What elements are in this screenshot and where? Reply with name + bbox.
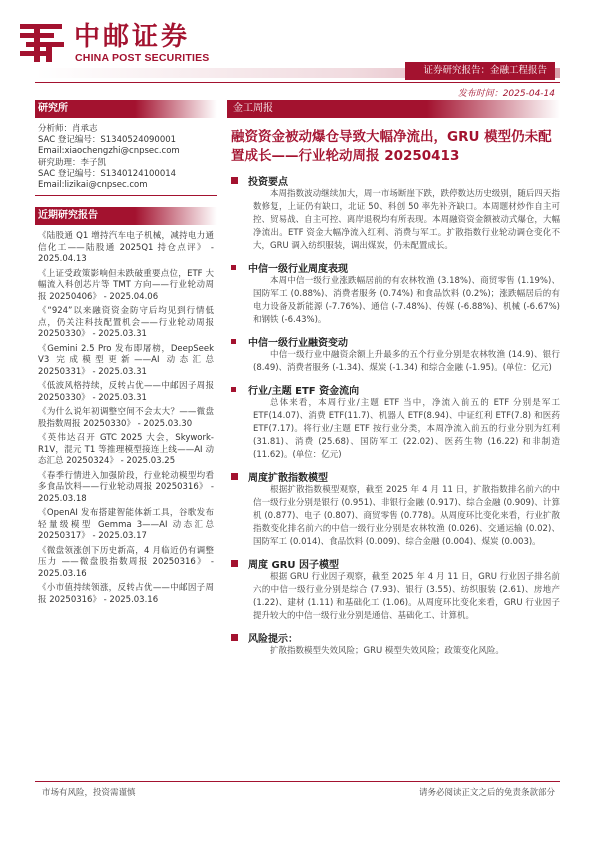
report-item[interactable]: 《为什么说年初调整空间不会太大？——微盘股指数周报 20250330》 - 2025.03.30 [38,407,214,429]
brand-name-cn: 中邮证券 [74,22,191,52]
square-bullet-icon [231,339,236,344]
report-item[interactable]: 《陆股通 Q1 增持汽车电子机械，减持电力通信化工——陆股通 2025Q1 持仓点评》 - 2025.04.13 [38,231,214,265]
report-title: 融资资金被动爆仓导致大幅净流出，GRU 模型仍未配置成长——行业轮动周报 20250413 [231,129,552,164]
square-bullet-icon [231,387,236,392]
section-heading: 行业/主题 ETF 资金流向 [248,385,360,397]
square-bullet-icon [231,634,238,641]
section-risk-warning [227,629,560,658]
section-heading: 中信一级行业周度表现 [248,263,348,275]
analyst-email[interactable]: Email:xiaochengzhi@cnpsec.com [38,146,180,157]
section-heading: 周度扩散指数模型 [248,472,328,484]
square-bullet-icon [231,560,238,567]
section-etf-flows [227,381,560,462]
section-paragraph: 本周中信一级行业涨跌幅居前的有农林牧渔 (3.18%)、商贸零售 (1.19%)、国防军工 (0.88%)、消费者服务 (0.74%) 和食品饮料 (0.2%)；涨跌幅居后的有电力设备及新能源 (-7.76%)、通信 (-7.48%)、传媒 (-6.88%)、机械 (-6.67%) 和钢铁 (-6.43%)。 [253,276,560,325]
section-heading: 中信一级行业融资变动 [248,337,348,349]
report-item[interactable]: 《“924”以来融资资金防守后均见到行情低点，仍关注科技配置机会——行业轮动周报 20250330》 - 2025.03.31 [38,306,214,340]
report-category-tag: 证券研究报告：金融工程报告 [405,62,555,80]
report-item[interactable]: 《上证受政策影响但未跌破重要点位，ETF 大幅流入科创芯片等 TMT 方向——行业轮动周报 20250406》 - 2025.04.06 [38,268,214,302]
report-item[interactable]: 《小市值持续领涨，反转占优——中邮因子周报 20250316》 - 2025.03.16 [38,583,214,605]
footer-disclaimer-note: 请务必阅读正文之后的免责条款部分 [418,788,555,798]
section-gru-model [227,555,560,623]
publish-date: 发布时间：2025-04-14 [457,89,555,99]
recent-reports-list [35,225,217,606]
section-paragraph: 本周指数波动继续加大，周一市场断崖下跌，跌停数达历史级别，随后四天指数修复，上证仍有缺口，北证 50、科创 50 率先补齐缺口。本周题材炒作自主可控、贸易战、自主可控、离岸退税均有所表现。本周融资资金额被动式爆仓，大幅净流出。ETF 资金大幅净流入红利、消费与军工。扩散指数行业轮动调仓变化不大，GRU 调入纺织服装，调出煤炭，仍未配置成长。 [253,189,560,251]
report-item[interactable]: 《Gemini 2.5 Pro 发布即屠榜，DeepSeek V3 完成模型更新——AI 动态汇总 20250331》 - 2025.03.31 [38,343,214,377]
section-industry-performance [227,259,560,327]
section-margin-financing [227,333,560,375]
footer-risk-note: 市场有风险，投资需谨慎 [42,788,136,798]
recent-reports-title: 近期研究报告 [35,207,217,225]
section-paragraph: 根据 GRU 行业因子观察，截至 2025 年 4 月 11 日，GRU 行业因子排名前六的中信一级行业分别是综合 (7.93)、银行 (3.55)、纺织服装 (2.61)、房地产 (1.22)、建材 (1.11) 和基础化工 (1.06)。从周度环比变化来看，GRU 行业因子提升较大的中信一级行业分别是通信、基础化工、计算机。 [253,572,560,621]
section-key-points [227,172,560,253]
section-heading: 周度 GRU 因子模型 [248,559,339,571]
section-paragraph: 根据扩散指数模型观察，截至 2025 年 4 月 11 日，扩散指数排名前六的中信一级行业分别是银行 (0.951)、非银行金融 (0.917)、综合金融 (0.909)、计算机 (0.877)、电子 (0.807)、商贸零售 (0.778)。从周度环比变化来看，行业扩散指数变化排名前六的中信一级行业分别是农林牧渔 (0.026)、交通运输 (0.02)、国防军工 (0.014)、食品饮料 (0.009)、综合金融 (0.004)、煤炭 (0.003)。 [253,485,560,547]
section-paragraph: 扩散指数模型失效风险；GRU 模型失效风险；政策变化风险。 [270,646,504,656]
square-bullet-icon [231,265,236,270]
weekly-tag: 金工周报 [227,100,560,118]
report-item[interactable]: 《微盘领涨创下历史新高，4 月临近仍有调整压力 ——微盘股指数周报 20250316》 - 2025.03.16 [38,545,214,579]
report-item[interactable]: 《英伟达召开 GTC 2025 大会，Skywork-R1V，混元 T1 等推理模型接连上线——AI 动态汇总 20250324》 - 2025.03.25 [38,433,214,467]
china-post-emblem-icon [16,20,68,66]
section-heading: 投资要点 [248,176,288,188]
sidebar [35,100,217,609]
analyst-line: SAC 登记编号：S1340124100014 [38,168,177,179]
report-item[interactable]: 《春季行情进入加强阶段，行业轮动模型均看多食品饮料——行业轮动周报 20250316》 - 2025.03.18 [38,470,214,504]
report-item[interactable]: 《低波风格持续，反转占优——中邮因子周报 20250330》 - 2025.03.31 [38,381,214,403]
analyst-line: 研究助理：李子凯 [38,157,107,168]
brand-logo [16,20,216,68]
analyst-line: 分析师：肖承志 [38,124,98,134]
square-bullet-icon [231,177,238,184]
report-item[interactable]: 《OpenAI 发布搭建智能体新工具，谷歌发布轻量级模型 Gemma 3——AI 动态汇总 20250317》 - 2025.03.17 [38,508,214,542]
analyst-email[interactable]: Email:lizikai@cnpsec.com [38,180,148,191]
section-paragraph: 中信一级行业中融资余额上升最多的五个行业分别是农林牧渔 (14.9)、银行 (8.49)、消费者服务 (-1.34)、煤炭 (-1.34) 和综合金融 (-1.95)。(单位：亿元) [253,350,560,373]
square-bullet-icon [231,473,238,480]
brand-name-en: CHINA POST SECURITIES [75,52,210,64]
footer-divider [35,781,560,782]
analyst-line: SAC 登记编号：S1340524090001 [38,135,177,146]
section-diffusion-model [227,468,560,549]
main-content [227,100,560,658]
research-institute-title: 研究所 [35,100,217,118]
analyst-info [35,118,217,196]
section-heading: 风险提示： [248,633,298,645]
header-divider [35,82,560,83]
section-paragraph: 总体来看，本周行业/主题 ETF 当中，净流入前五的 ETF 分别是军工 ETF(14.07)、消费 ETF(11.7)、机器人 ETF(8.94)、中证红利 ETF(7.8) 和医药 ETF(7.17)。将行业/主题 ETF 按行业分类，本周净流入前五的行业分别为红利 (31.81)、消费 (25.68)、国防军工 (22.02)、医药生物 (16.22) 和非制造 (11.62)。(单位：亿元) [253,398,560,460]
